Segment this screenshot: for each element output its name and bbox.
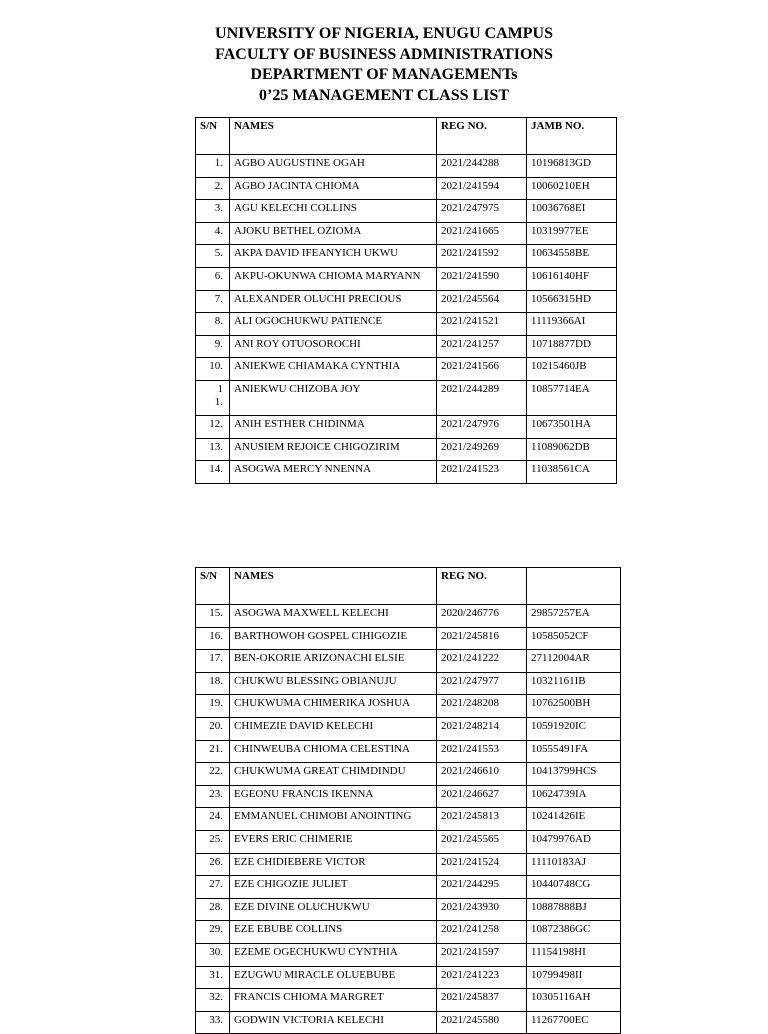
sn-cell: 22. — [196, 763, 230, 786]
reg-no-cell: 2021/241597 — [437, 943, 527, 966]
sn-cell: 18. — [196, 672, 230, 695]
jamb-no-cell: 10872386GC — [527, 921, 621, 944]
jamb-no-cell: 10566315HD — [527, 290, 617, 313]
jamb-no-cell: 10887888BJ — [527, 898, 621, 921]
sn-cell: 5. — [196, 245, 230, 268]
table-row — [196, 876, 621, 899]
department-title: DEPARTMENT OF MANAGEMENTs — [250, 66, 518, 83]
sn-cell: 8. — [196, 313, 230, 336]
table-row — [196, 358, 617, 381]
sn-header: S/N — [196, 568, 230, 605]
table-row — [196, 650, 621, 673]
reg-no-cell: 2021/248214 — [437, 717, 527, 740]
jamb-no-cell: 11089062DB — [527, 438, 617, 461]
table-row — [196, 313, 617, 336]
reg-no-cell: 2021/241258 — [437, 921, 527, 944]
table-row — [196, 717, 621, 740]
reg-no-cell: 2021/245816 — [437, 627, 527, 650]
name-cell: AKPU-OKUNWA CHIOMA MARYANN — [230, 267, 437, 290]
reg-no-cell: 2021/241523 — [437, 461, 527, 484]
reg-no-cell: 2021/248208 — [437, 695, 527, 718]
name-cell: ASOGWA MERCY NNENNA — [230, 461, 437, 484]
reg-no-cell: 2021/245565 — [437, 830, 527, 853]
name-cell: ANIH ESTHER CHIDINMA — [230, 415, 437, 438]
names-header: NAMES — [230, 568, 437, 605]
name-cell: EZUGWU MIRACLE OLUEBUBE — [230, 966, 437, 989]
name-cell: EGEONU FRANCIS IKENNA — [230, 785, 437, 808]
reg-no-cell: 2021/244295 — [437, 876, 527, 899]
jamb-no-cell: 10321161IB — [527, 672, 621, 695]
table-row — [196, 605, 621, 628]
reg-no-cell: 2021/241553 — [437, 740, 527, 763]
jamb-no-header — [527, 568, 621, 605]
name-cell: CHINWEUBA CHIOMA CELESTINA — [230, 740, 437, 763]
jamb-no-cell: 10673501HA — [527, 415, 617, 438]
jamb-no-cell: 10319977EE — [527, 222, 617, 245]
reg-no-cell: 2021/241594 — [437, 177, 527, 200]
table-row — [196, 222, 617, 245]
reg-no-header: REG NO. — [437, 118, 527, 155]
name-cell: ANUSIEM REJOICE CHIGOZIRIM — [230, 438, 437, 461]
sn-cell: 20. — [196, 717, 230, 740]
sn-cell: 33. — [196, 1011, 230, 1034]
name-cell: AGU KELECHI COLLINS — [230, 200, 437, 223]
name-cell: EZE EBUBE COLLINS — [230, 921, 437, 944]
reg-no-cell: 2021/245564 — [437, 290, 527, 313]
table-row — [196, 921, 621, 944]
jamb-no-cell: 11038561CA — [527, 461, 617, 484]
jamb-no-cell: 10413799HCS — [527, 763, 621, 786]
class-list-title: 0’25 MANAGEMENT CLASS LIST — [259, 86, 509, 104]
reg-no-cell: 2021/241566 — [437, 358, 527, 381]
sn-cell: 16. — [196, 627, 230, 650]
reg-no-cell: 2021/247975 — [437, 200, 527, 223]
jamb-no-cell: 10616140HF — [527, 267, 617, 290]
sn-cell: 3. — [196, 200, 230, 223]
reg-no-cell: 2021/241590 — [437, 267, 527, 290]
jamb-no-cell: 10634558BE — [527, 245, 617, 268]
jamb-no-cell: 27112004AR — [527, 650, 621, 673]
sn-cell: 23. — [196, 785, 230, 808]
name-cell: EZE CHIDIEBERE VICTOR — [230, 853, 437, 876]
faculty-title: FACULTY OF BUSINESS ADMINISTRATIONS — [215, 45, 553, 63]
sn-cell: 19. — [196, 695, 230, 718]
sn-cell: 30. — [196, 943, 230, 966]
table-row — [196, 695, 621, 718]
name-cell: ALEXANDER OLUCHI PRECIOUS — [230, 290, 437, 313]
reg-no-cell: 2021/241592 — [437, 245, 527, 268]
reg-no-cell: 2021/245813 — [437, 808, 527, 831]
sn-cell: 28. — [196, 898, 230, 921]
sn-cell: 24. — [196, 808, 230, 831]
table-row — [196, 627, 621, 650]
reg-no-cell: 2021/241521 — [437, 313, 527, 336]
sn-cell: 31. — [196, 966, 230, 989]
reg-no-cell: 2021/241223 — [437, 966, 527, 989]
sn-cell: 13. — [196, 438, 230, 461]
sn-cell: 1. — [196, 155, 230, 178]
name-cell: AGBO AUGUSTINE OGAH — [230, 155, 437, 178]
names-header: NAMES — [230, 118, 437, 155]
class-list-table-1 — [195, 117, 617, 484]
sn-cell: 29. — [196, 921, 230, 944]
table-body — [196, 155, 617, 484]
reg-no-header: REG NO. — [437, 568, 527, 605]
reg-no-cell: 2021/247977 — [437, 672, 527, 695]
jamb-no-cell: 10060210EH — [527, 177, 617, 200]
name-cell: ANIEKWE CHIAMAKA CYNTHIA — [230, 358, 437, 381]
table-row — [196, 438, 617, 461]
reg-no-cell: 2021/244288 — [437, 155, 527, 178]
jamb-no-cell: 10479976AD — [527, 830, 621, 853]
name-cell: EZE CHIGOZIE JULIET — [230, 876, 437, 899]
jamb-no-cell: 11110183AJ — [527, 853, 621, 876]
sn-cell: 14. — [196, 461, 230, 484]
name-cell: AKPA DAVID IFEANYICH UKWU — [230, 245, 437, 268]
reg-no-cell: 2021/249269 — [437, 438, 527, 461]
name-cell: CHUKWUMA GREAT CHIMDINDU — [230, 763, 437, 786]
reg-no-cell: 2021/246627 — [437, 785, 527, 808]
jamb-no-cell: 10762500BH — [527, 695, 621, 718]
reg-no-cell: 2021/244289 — [437, 380, 527, 415]
jamb-no-cell: 10555491FA — [527, 740, 621, 763]
table-row — [196, 461, 617, 484]
table-row — [196, 808, 621, 831]
table-row — [196, 898, 621, 921]
sn-cell: 21. — [196, 740, 230, 763]
name-cell: CHUKWU BLESSING OBIANUJU — [230, 672, 437, 695]
table-row — [196, 785, 621, 808]
reg-no-cell: 2021/247976 — [437, 415, 527, 438]
sn-cell: 7. — [196, 290, 230, 313]
jamb-no-cell: 10440748CG — [527, 876, 621, 899]
table-row — [196, 155, 617, 178]
table-row — [196, 740, 621, 763]
document-heading — [0, 24, 768, 106]
name-cell: ALI OGOCHUKWU PATIENCE — [230, 313, 437, 336]
jamb-no-cell: 29857257EA — [527, 605, 621, 628]
sn-cell: 27. — [196, 876, 230, 899]
sn-header: S/N — [196, 118, 230, 155]
name-cell: CHIMEZIE DAVID KELECHI — [230, 717, 437, 740]
sn-cell: 26. — [196, 853, 230, 876]
jamb-no-cell: 10196813GD — [527, 155, 617, 178]
jamb-no-cell: 10215460JB — [527, 358, 617, 381]
name-cell: AJOKU BETHEL OZIOMA — [230, 222, 437, 245]
table-row — [196, 290, 617, 313]
sn-cell: 15. — [196, 605, 230, 628]
table-row — [196, 335, 617, 358]
name-cell: CHUKWUMA CHIMERIKA JOSHUA — [230, 695, 437, 718]
sn-cell: 10. — [196, 358, 230, 381]
jamb-no-cell: 11154198HI — [527, 943, 621, 966]
name-cell: ANIEKWU CHIZOBA JOY — [230, 380, 437, 415]
sn-cell: 1 1. — [196, 380, 230, 415]
jamb-no-cell: 10857714EA — [527, 380, 617, 415]
reg-no-cell: 2021/241257 — [437, 335, 527, 358]
name-cell: EZEME OGECHUKWU CYNTHIA — [230, 943, 437, 966]
jamb-no-cell: 10799498II — [527, 966, 621, 989]
jamb-no-cell: 11267700EC — [527, 1011, 621, 1034]
name-cell: GODWIN VICTORIA KELECHI — [230, 1011, 437, 1034]
table-row — [196, 763, 621, 786]
sn-cell: 2. — [196, 177, 230, 200]
table-header-row — [196, 118, 617, 155]
table-row — [196, 943, 621, 966]
table-row — [196, 989, 621, 1012]
table-row — [196, 853, 621, 876]
jamb-no-header: JAMB NO. — [527, 118, 617, 155]
reg-no-cell: 2021/245837 — [437, 989, 527, 1012]
name-cell: BEN-OKORIE ARIZONACHI ELSIE — [230, 650, 437, 673]
name-cell: BARTHOWOH GOSPEL CIHIGOZIE — [230, 627, 437, 650]
reg-no-cell: 2020/246776 — [437, 605, 527, 628]
sn-cell: 32. — [196, 989, 230, 1012]
table-row — [196, 380, 617, 415]
table-row — [196, 1011, 621, 1034]
reg-no-cell: 2021/241665 — [437, 222, 527, 245]
table-row — [196, 966, 621, 989]
jamb-no-cell: 10036768EI — [527, 200, 617, 223]
table-row — [196, 177, 617, 200]
university-title: UNIVERSITY OF NIGERIA, ENUGU CAMPUS — [215, 25, 553, 42]
name-cell: ANI ROY OTUOSOROCHI — [230, 335, 437, 358]
name-cell: EZE DIVINE OLUCHUKWU — [230, 898, 437, 921]
name-cell: EVERS ERIC CHIMERIE — [230, 830, 437, 853]
name-cell: EMMANUEL CHIMOBI ANOINTING — [230, 808, 437, 831]
sn-cell: 4. — [196, 222, 230, 245]
name-cell: ASOGWA MAXWELL KELECHI — [230, 605, 437, 628]
table-row — [196, 267, 617, 290]
sn-cell: 12. — [196, 415, 230, 438]
class-list-table-2 — [195, 567, 621, 1034]
table-row — [196, 830, 621, 853]
jamb-no-cell: 10718877DD — [527, 335, 617, 358]
table-row — [196, 415, 617, 438]
table-body — [196, 605, 621, 1034]
sn-cell: 6. — [196, 267, 230, 290]
table-row — [196, 245, 617, 268]
jamb-no-cell: 11119366AI — [527, 313, 617, 336]
reg-no-cell: 2021/243930 — [437, 898, 527, 921]
jamb-no-cell: 10305116AH — [527, 989, 621, 1012]
jamb-no-cell: 10624739IA — [527, 785, 621, 808]
sn-cell: 17. — [196, 650, 230, 673]
table-row — [196, 200, 617, 223]
reg-no-cell: 2021/245580 — [437, 1011, 527, 1034]
table-header-row — [196, 568, 621, 605]
table-row — [196, 672, 621, 695]
jamb-no-cell: 10241426IE — [527, 808, 621, 831]
jamb-no-cell: 10585052CF — [527, 627, 621, 650]
reg-no-cell: 2021/246610 — [437, 763, 527, 786]
name-cell: AGBO JACINTA CHIOMA — [230, 177, 437, 200]
sn-cell: 9. — [196, 335, 230, 358]
reg-no-cell: 2021/241524 — [437, 853, 527, 876]
sn-cell: 25. — [196, 830, 230, 853]
reg-no-cell: 2021/241222 — [437, 650, 527, 673]
name-cell: FRANCIS CHIOMA MARGRET — [230, 989, 437, 1012]
jamb-no-cell: 10591920IC — [527, 717, 621, 740]
